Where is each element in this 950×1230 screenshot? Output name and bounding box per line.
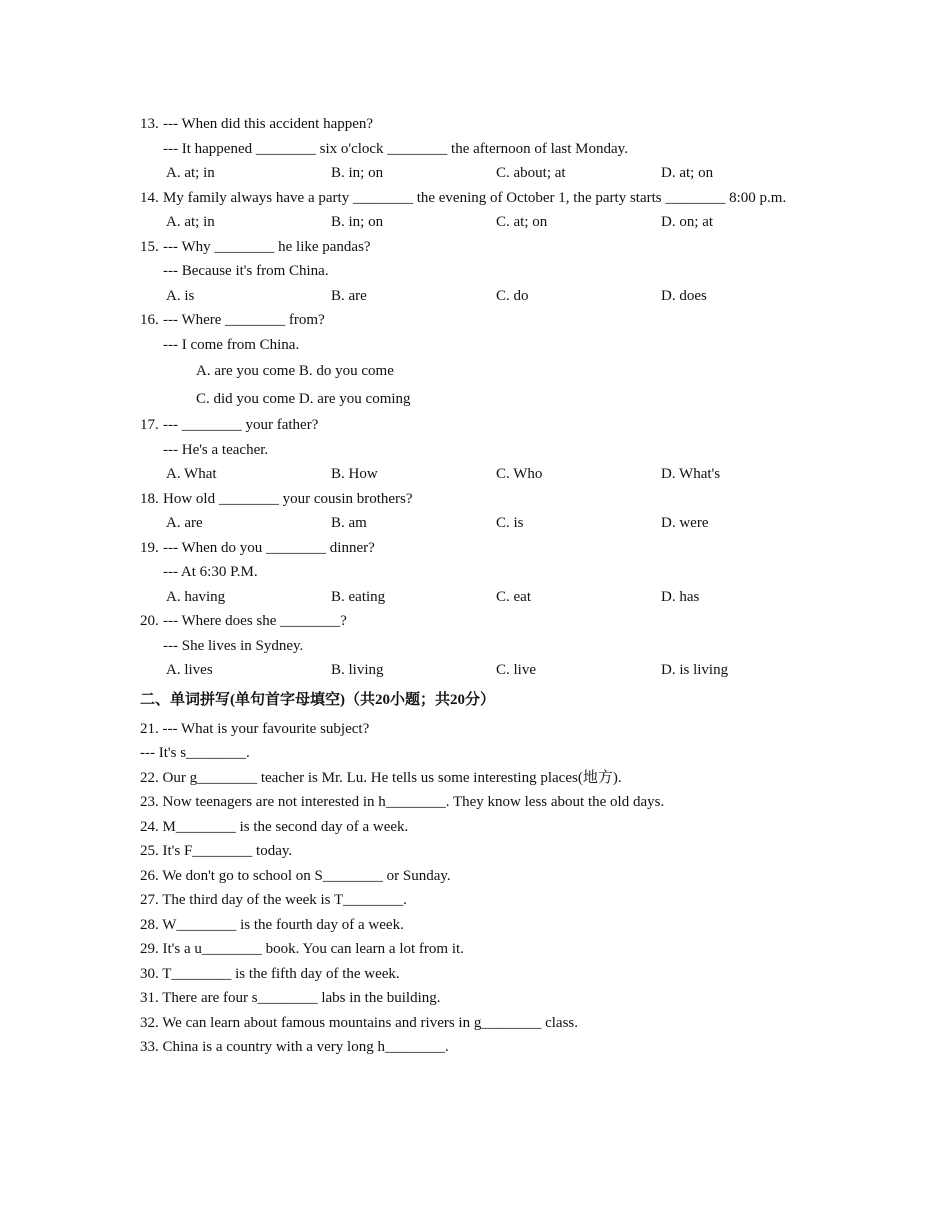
option-b: B. How xyxy=(331,466,378,482)
options-row xyxy=(140,511,820,536)
option-b: B. am xyxy=(331,515,367,531)
question-number: 17. xyxy=(140,417,159,433)
question-14 xyxy=(140,186,820,235)
option-a: A. at; in xyxy=(166,214,215,230)
question-line: --- At 6:30 P.M. xyxy=(163,564,258,580)
option-d: D. is living xyxy=(661,662,729,678)
question-15 xyxy=(140,235,820,309)
question-line: --- It happened ________ six o'clock ________ the afternoon of last Monday. xyxy=(163,140,628,157)
question-13 xyxy=(140,112,820,186)
fill-item: 26. We don't go to school on S________ or Sunday. xyxy=(140,867,451,884)
fill-item: 32. We can learn about famous mountains and rivers in g________ class. xyxy=(140,1014,579,1031)
option-a: A. is xyxy=(166,287,195,304)
question-number: 18. xyxy=(140,490,159,507)
question-line: --- She lives in Sydney. xyxy=(163,637,304,654)
fill-item: 21. --- What is your favourite subject? xyxy=(140,720,370,737)
option-b: B. in; on xyxy=(331,214,384,230)
option-a: A. at; in xyxy=(166,165,215,181)
question-number: 14. xyxy=(140,189,159,206)
option-b: B. eating xyxy=(331,588,386,605)
question-line: How old ________ your cousin brothers? xyxy=(163,490,413,507)
options-row xyxy=(140,658,820,683)
fill-item: 27. The third day of the week is T________. xyxy=(140,892,407,908)
question-16 xyxy=(140,308,820,413)
option-a: A. lives xyxy=(166,662,213,678)
options-row xyxy=(140,161,820,186)
fill-item: 22. Our g________ teacher is Mr. Lu. He tells us some interesting places(地方). xyxy=(140,769,622,786)
fill-item: 30. T________ is the fifth day of the week. xyxy=(140,965,400,982)
question-20 xyxy=(140,609,820,683)
option-c: C. do xyxy=(496,287,529,304)
fill-item: 31. There are four s________ labs in the building. xyxy=(140,990,441,1006)
options-row xyxy=(140,284,820,309)
options-row xyxy=(140,462,820,487)
options-line: A. are you come B. do you come xyxy=(196,363,394,379)
fill-in-list xyxy=(140,717,820,1060)
option-d: D. on; at xyxy=(661,214,714,230)
options-block xyxy=(140,357,820,413)
option-b: B. living xyxy=(331,662,384,678)
question-number: 20. xyxy=(140,613,159,629)
question-number: 16. xyxy=(140,312,159,328)
option-b: B. in; on xyxy=(331,165,384,181)
fill-item: --- It's s________. xyxy=(140,745,250,761)
question-line: --- I come from China. xyxy=(163,336,300,353)
fill-item: 29. It's a u________ book. You can learn a lot from it. xyxy=(140,941,464,957)
question-line: My family always have a party ________ the evening of October 1, the party starts ________ 8:00 p.m. xyxy=(163,189,787,206)
question-number: 15. xyxy=(140,238,159,255)
fill-item: 33. China is a country with a very long h________. xyxy=(140,1039,449,1055)
fill-item: 25. It's F________ today. xyxy=(140,843,293,859)
fill-item: 24. M________ is the second day of a week. xyxy=(140,818,409,835)
question-number: 19. xyxy=(140,539,159,556)
question-line: --- ________ your father? xyxy=(163,417,319,433)
question-line: --- Why ________ he like pandas? xyxy=(163,238,371,255)
option-d: D. does xyxy=(661,287,707,304)
options-row xyxy=(140,585,820,610)
question-line: --- When do you ________ dinner? xyxy=(163,539,375,556)
option-c: C. live xyxy=(496,662,536,678)
options-row xyxy=(140,210,820,235)
fill-item: 23. Now teenagers are not interested in h________. They know less about the old days. xyxy=(140,794,665,810)
section-heading: 二、单词拼写(单句首字母填空)（共20小题；共20分） xyxy=(140,691,495,708)
option-a: A. are xyxy=(166,515,203,531)
option-c: C. at; on xyxy=(496,214,548,230)
option-a: A. What xyxy=(166,466,217,482)
options-line: C. did you come D. are you coming xyxy=(196,391,411,407)
question-17 xyxy=(140,413,820,487)
option-c: C. eat xyxy=(496,588,531,605)
option-d: D. at; on xyxy=(661,165,714,181)
option-d: D. What's xyxy=(661,466,721,482)
exam-page xyxy=(140,112,820,1060)
option-b: B. are xyxy=(331,287,367,304)
option-c: C. Who xyxy=(496,466,543,482)
option-c: C. about; at xyxy=(496,165,566,181)
question-line: --- He's a teacher. xyxy=(163,441,269,458)
question-line: --- Where does she ________? xyxy=(163,613,347,629)
question-line: --- Where ________ from? xyxy=(163,312,325,328)
option-d: D. has xyxy=(661,588,700,605)
question-19 xyxy=(140,536,820,610)
option-a: A. having xyxy=(166,588,226,605)
question-line: --- When did this accident happen? xyxy=(163,116,374,132)
fill-item: 28. W________ is the fourth day of a week. xyxy=(140,916,404,933)
question-number: 13. xyxy=(140,116,159,132)
option-d: D. were xyxy=(661,515,709,531)
option-c: C. is xyxy=(496,515,524,531)
question-line: --- Because it's from China. xyxy=(163,263,329,279)
question-18 xyxy=(140,487,820,536)
